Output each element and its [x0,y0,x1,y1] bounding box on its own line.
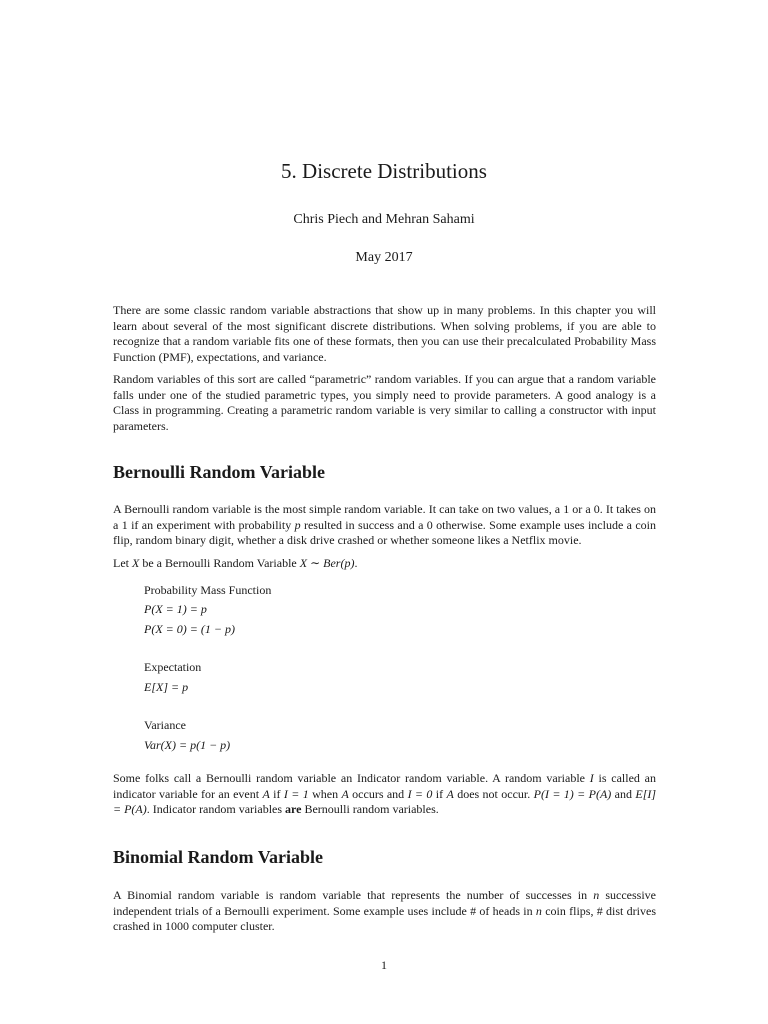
text-run: A Bernoulli random variable is the most simple random variable. It can take on two values, a 1 or a 0. It takes on a 1 if an experiment with probability [113,502,656,532]
text-run: does not occur. [453,786,534,801]
pmf-formula-2: P(X = 0) = (1 − p) [144,622,235,636]
text-run: when [308,786,342,801]
pmf-label: Probability Mass Function [144,583,272,597]
text-run: successive independent trials of a Bernoulli experiment. Some example uses include # of heads in [113,888,656,918]
page-number: 1 [381,958,387,972]
binomial-paragraph-1 [113,888,656,935]
math-inline: p [294,517,301,532]
math-inline: I = 1 [283,786,309,801]
text-run: Bernoulli random variables. [301,802,439,816]
bernoulli-let-line [113,556,656,572]
intro-paragraph-2-text: Random variables of this sort are called “parametric” random variables. If you can argue that a random variable falls under one of the studied parametric types, you simply need to provide parameters. A good analogy is a Class in programming. Creating a parametric random variable is very similar to calling a constructor with input parameters. [113,372,656,433]
text-run: Some folks call a Bernoulli random variable an Indicator random variable. A random variable [113,771,590,785]
text-run: if [432,786,447,801]
bernoulli-paragraph-1 [113,502,656,549]
text-run: resulted in success and a 0 otherwise. Some example uses include a coin flip, random binary digit, whether a disk drive crashed or whether someone likes a Netflix movie. [113,517,656,547]
text-run: if [269,786,284,801]
text-run: . Indicator random variables [146,802,286,816]
math-inline: n [593,888,600,902]
math-inline: E[I] = P(A) [113,786,657,816]
text-run: A Binomial random variable is random variable that represents the number of successes in [113,888,594,902]
math-inline: A [341,786,349,801]
section-heading-binomial: Binomial Random Variable [113,847,324,867]
text-run: . [354,556,358,570]
text-run: occurs and [348,786,408,801]
pmf-formula-1: P(X = 1) = p [144,602,207,616]
expectation-formula: E[X] = p [144,680,189,694]
text-run: coin flips, # dist drives crashed in 1000 computer cluster. [113,903,656,933]
intro-paragraph-1 [113,303,656,365]
math-inline: A [446,786,454,801]
text-run: Let [113,556,132,570]
math-inline: I = 0 [407,786,433,801]
text-run: and [611,786,636,801]
math-inline: X ∼ Ber(p) [299,556,355,570]
math-inline: n [535,903,542,918]
math-inline: I [589,771,594,785]
math-inline: P(I = 1) = P(A) [533,786,612,801]
section-heading-bernoulli: Bernoulli Random Variable [113,462,326,482]
text-run: is called an indicator variable for an event [113,771,656,801]
variance-formula: Var(X) = p(1 − p) [144,738,231,752]
date: May 2017 [355,250,413,265]
intro-paragraph-1-text: There are some classic random variable abstractions that show up in many problems. In this chapter you will learn about several of the most significant discrete distributions. When solving problems, if you are able to recognize that a random variable fits one of these formats, then you can use their precalculated Probability Mass Function (PMF), expectations, and variance. [113,303,656,364]
intro-paragraph-2 [113,372,656,434]
math-inline: A [262,786,270,801]
expectation-label: Expectation [144,660,202,674]
authors: Chris Piech and Mehran Sahami [293,212,475,227]
text-run: be a Bernoulli Random Variable [139,556,300,570]
document-title: 5. Discrete Distributions [281,159,487,183]
bold-emphasis: are [285,802,302,816]
variance-label: Variance [144,718,186,732]
bernoulli-paragraph-2 [113,771,656,818]
math-inline: X [132,556,140,570]
